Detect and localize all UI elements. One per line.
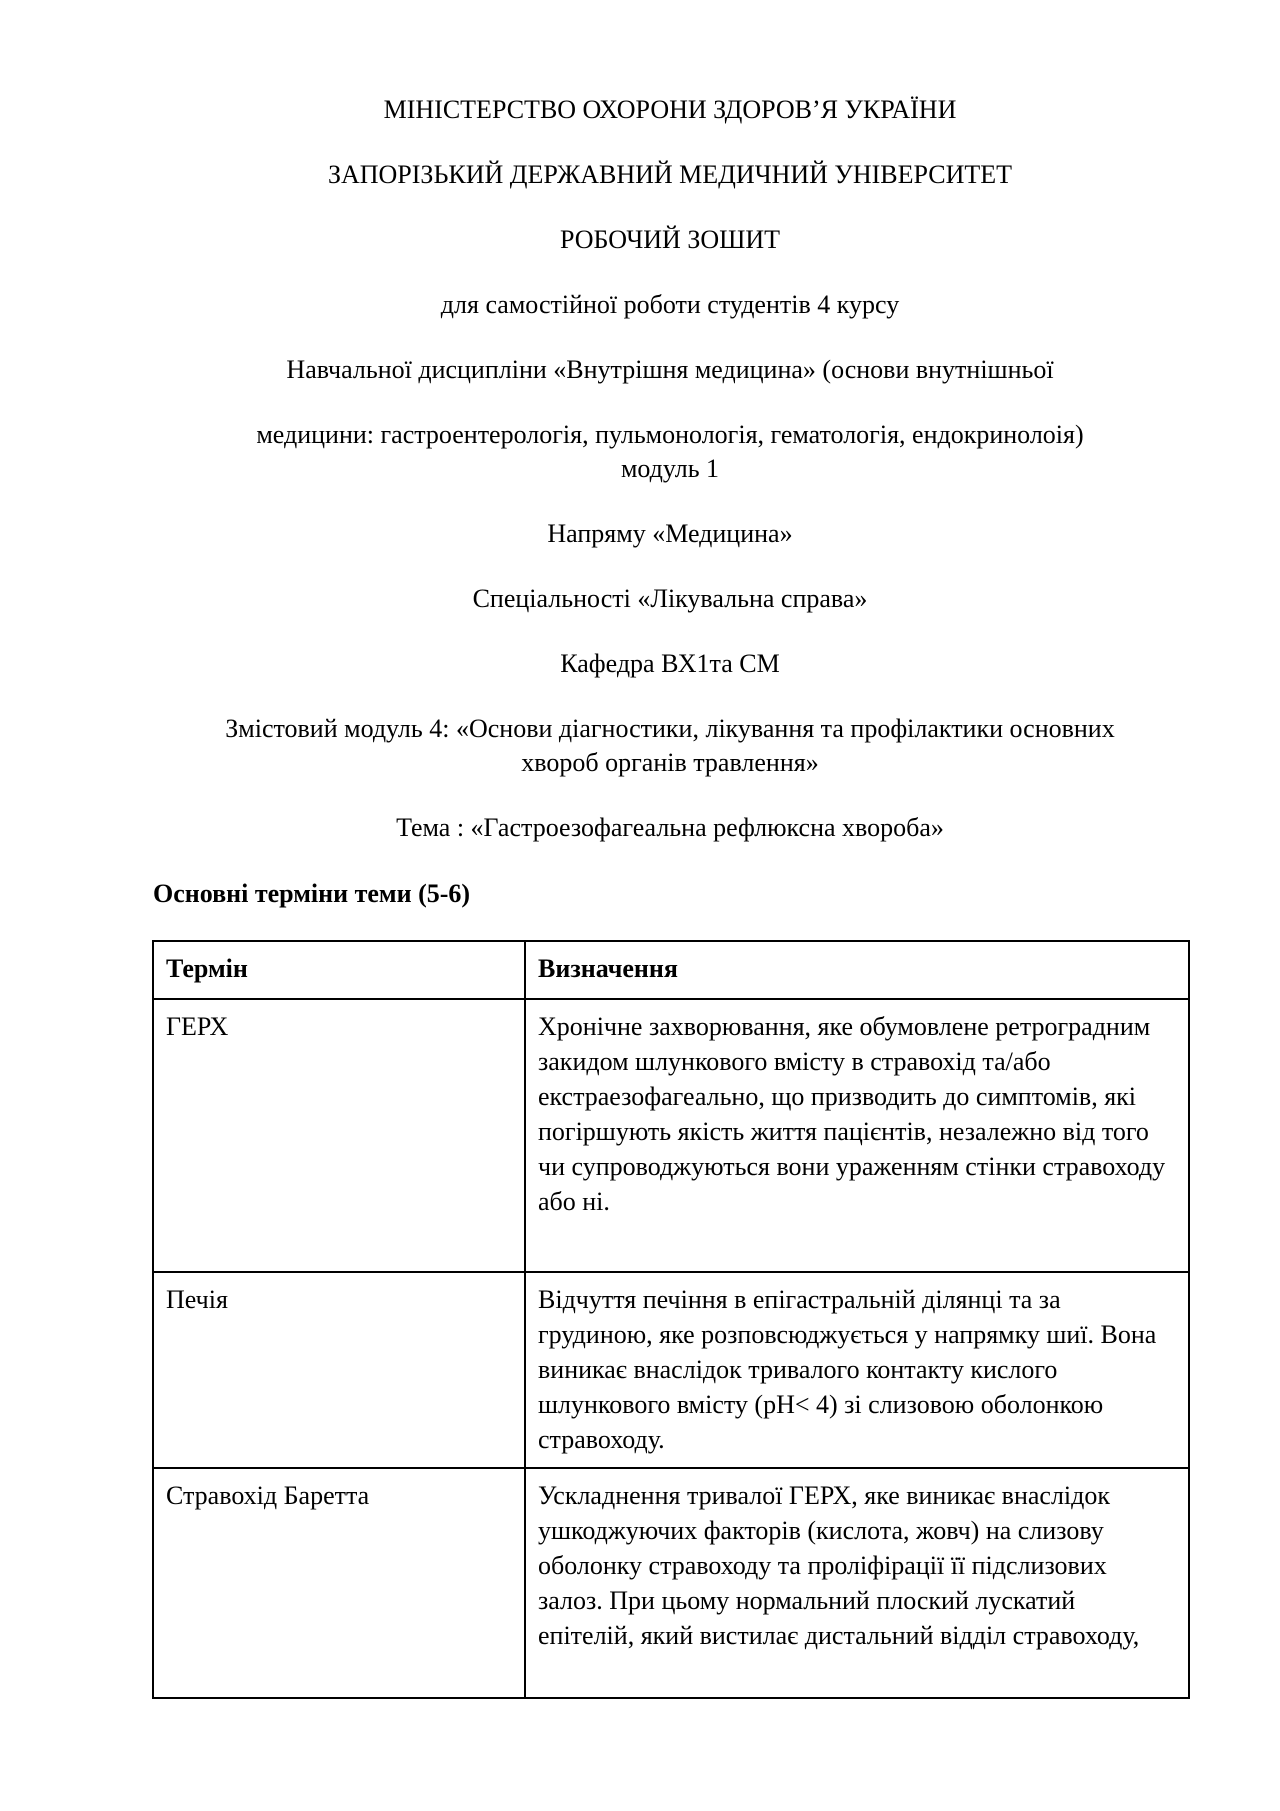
department-line: Кафедра ВХ1та СМ (560, 649, 780, 678)
definition-cell: Відчуття печіння в епігастральній ділянці та за грудиною, яке розповсюджується у напрямку шиї. Вона виникає внаслідок тривалого контакту кислого шлункового вмісту (pH< 4) зі слизовою оболонкою стравоходу. (525, 1272, 1189, 1468)
table-row (153, 1272, 1189, 1468)
specialty-line: Спеціальності «Лікувальна справа» (472, 584, 868, 613)
column-header-definition: Визначення (525, 941, 1189, 999)
content-module-line-2: хвороб органів травлення» (521, 748, 819, 777)
ministry-title: МІНІСТЕРСТВО ОХОРОНИ ЗДОРОВ’Я УКРАЇНИ (383, 95, 957, 124)
topic-line: Тема : «Гастроезофагеальна рефлюксна хвороба» (396, 813, 944, 842)
workbook-title: РОБОЧИЙ ЗОШИТ (559, 225, 781, 254)
discipline-line-2: медицини: гастроентерологія, пульмонологія, гематологія, ендокринолоія) (256, 420, 1084, 449)
module-line: модуль 1 (620, 454, 720, 483)
terms-heading: Основні терміни теми (5-6) (153, 879, 471, 908)
table-row (153, 999, 1189, 1272)
definition-cell: Ускладнення тривалої ГЕРХ, яке виникає внаслідок ушкоджуючих факторів (кислота, жовч) на слизову оболонку стравоходу та проліфірації її підслизових залоз. При цьому нормальний плоский лускатий епітелій, який вистилає дистальний відділ стравоходу, (525, 1468, 1189, 1698)
university-title: ЗАПОРІЗЬКИЙ ДЕРЖАВНИЙ МЕДИЧНИЙ УНІВЕРСИТЕТ (327, 160, 1013, 189)
terms-table (152, 940, 1190, 1699)
table-row (153, 1468, 1189, 1698)
purpose-line: для самостійної роботи студентів 4 курсу (440, 290, 900, 319)
column-header-term: Термін (153, 941, 525, 999)
term-cell: Печія (153, 1272, 525, 1468)
direction-line: Напряму «Медицина» (547, 519, 793, 548)
content-module-line-1: Змістовий модуль 4: «Основи діагностики, лікування та профілактики основних (225, 714, 1115, 743)
term-cell: Стравохід Баретта (153, 1468, 525, 1698)
discipline-line-1: Навчальної дисципліни «Внутрішня медицина» (основи внутнішньої (286, 355, 1054, 384)
table-header-row (153, 941, 1189, 999)
term-cell: ГЕРХ (153, 999, 525, 1272)
definition-cell: Хронічне захворювання, яке обумовлене ретроградним закидом шлункового вмісту в стравохід та/або екстраезофагеально, що призводить до симптомів, які погіршують якість життя пацієнтів, незалежно від того чи супроводжуються вони ураженням стінки стравоходу або ні. (525, 999, 1189, 1272)
